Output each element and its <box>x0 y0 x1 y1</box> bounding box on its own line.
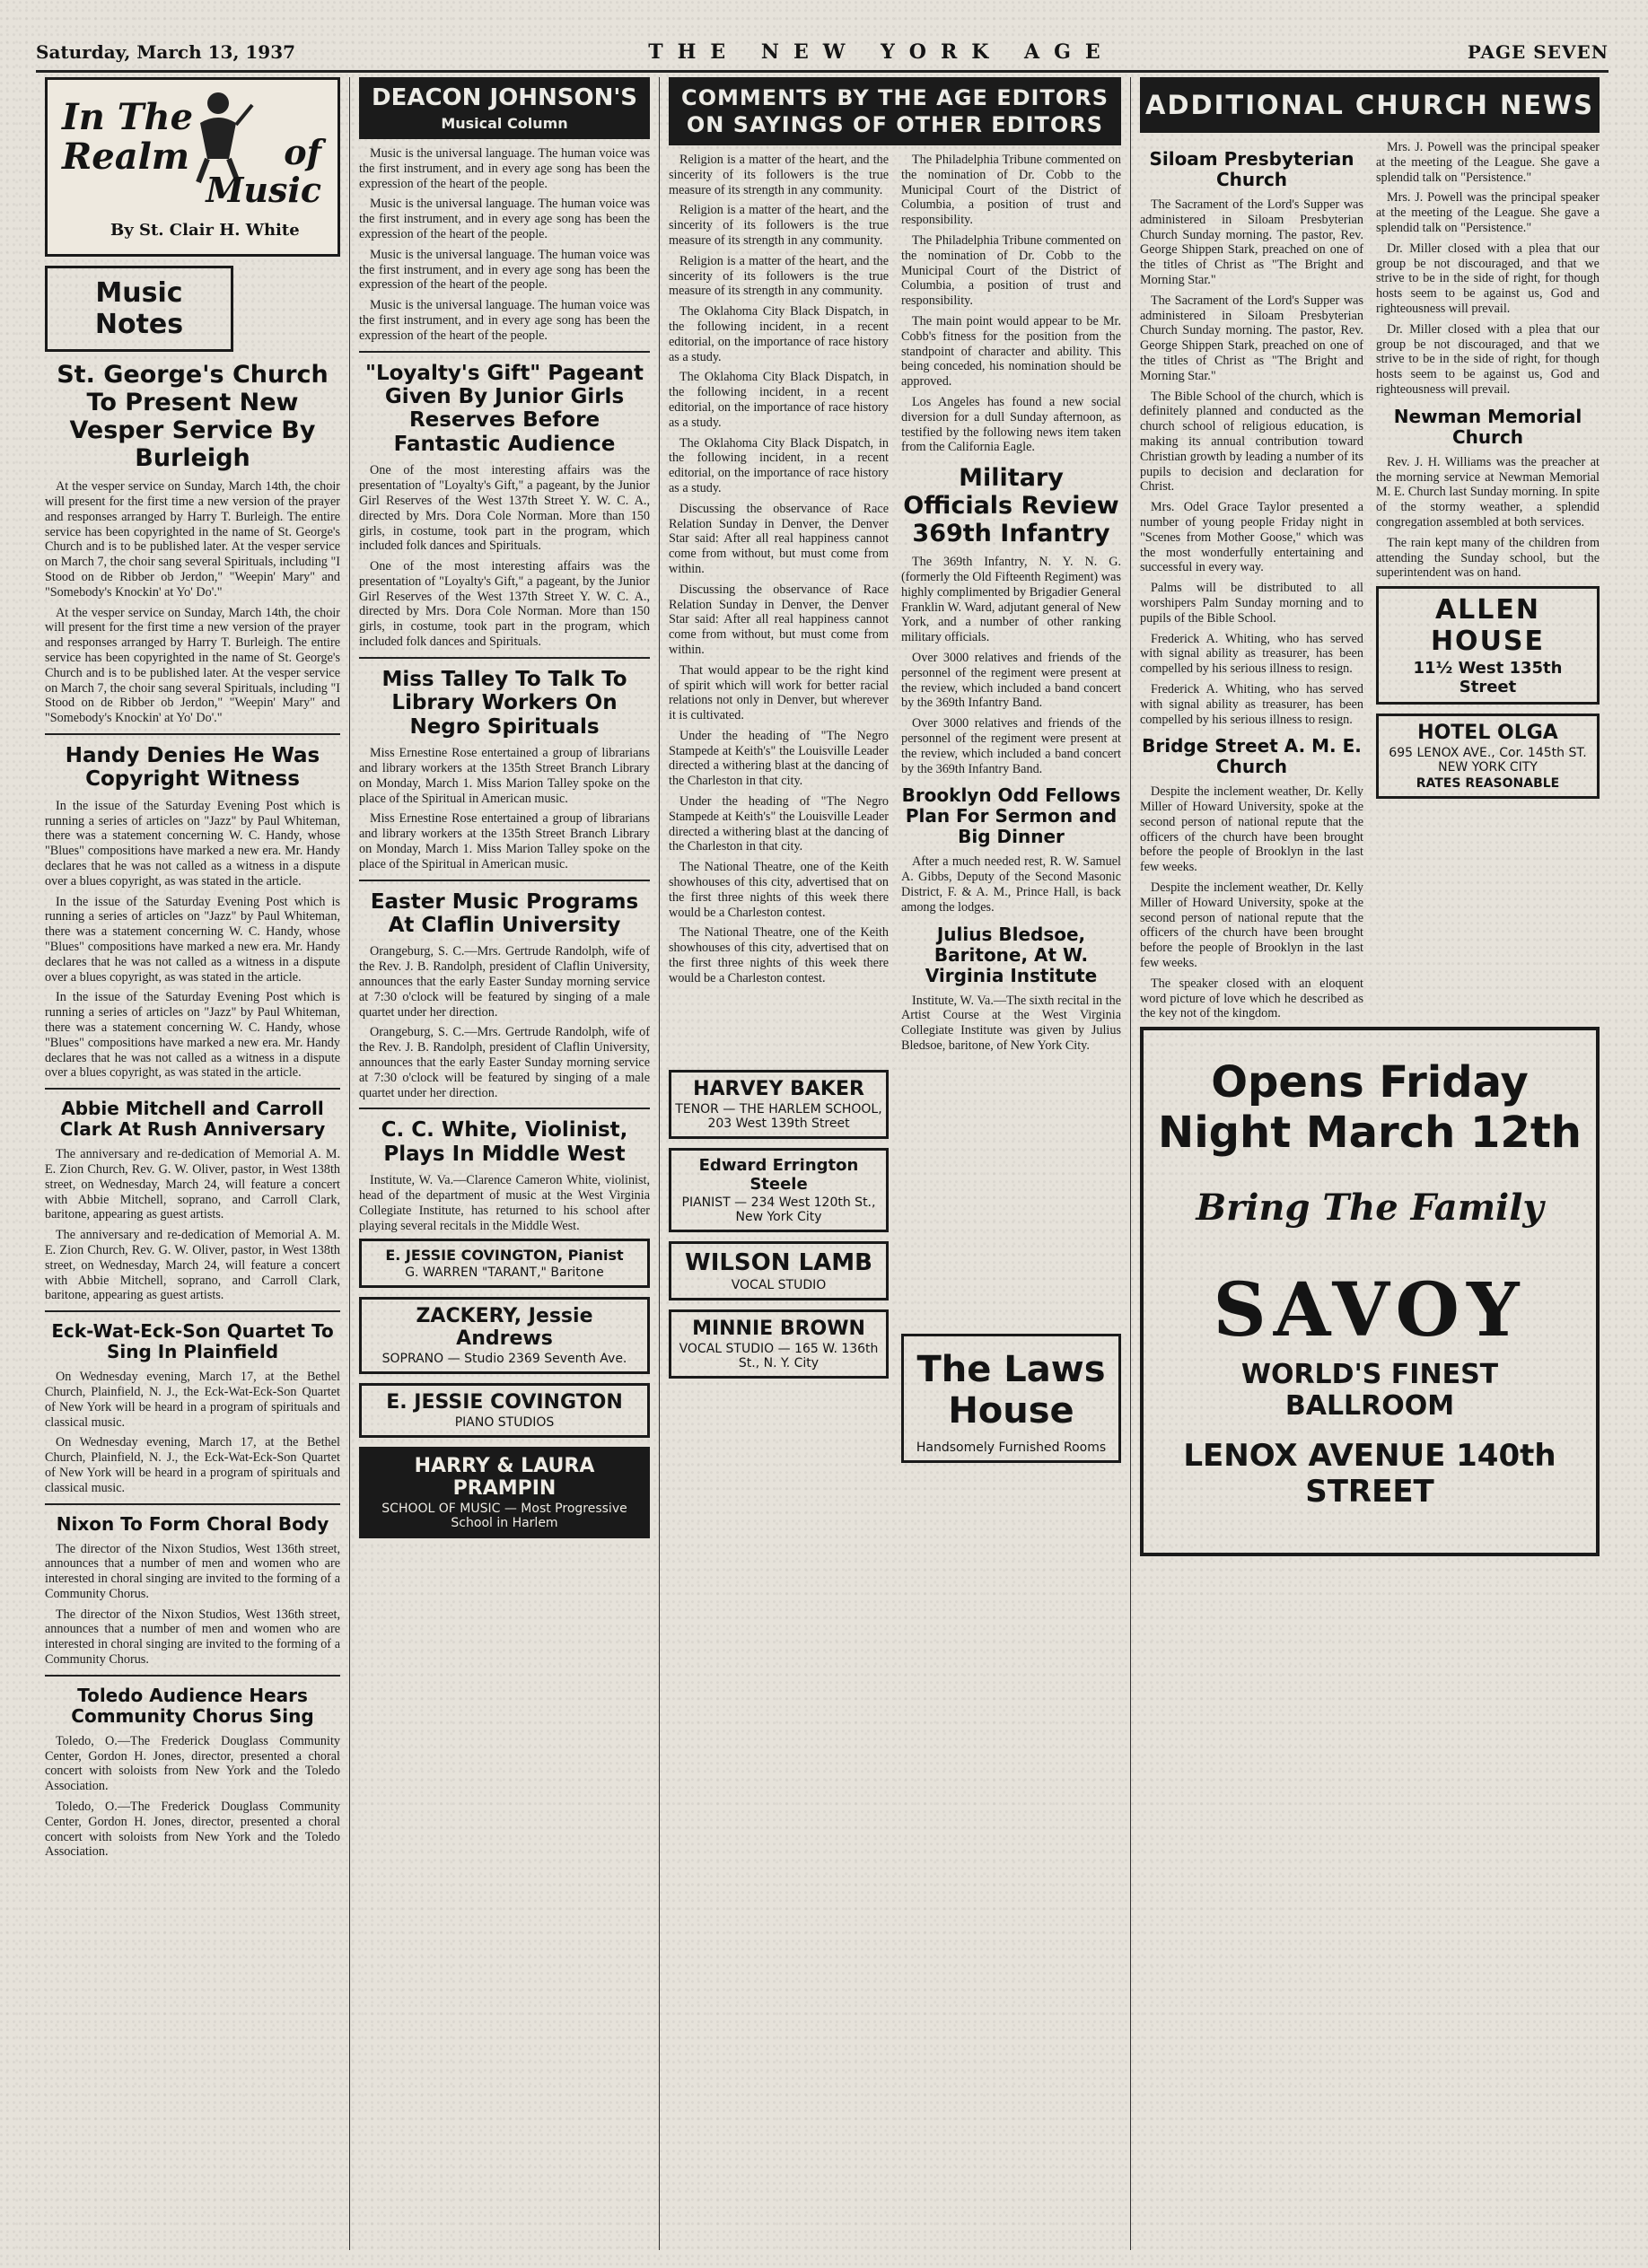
article-claflin-cont: Orangeburg, S. C.—Mrs. Gertrude Randolph, wife of the Rev. J. B. Randolph, president of Claflin University, announces that the early Easter Sunday morning service at 7:30 o'clock will be featured by singing of a male quartet under her direction. <box>359 1025 650 1100</box>
divider <box>45 1503 340 1505</box>
editorial-p2: The Oklahoma City Black Dispatch, in the following incident, in a recent editorial, on the importance of race history as a study. <box>669 304 889 364</box>
editorial-p2-cont: The Oklahoma City Black Dispatch, in the following incident, in a recent editorial, on the importance of race history as a study. <box>669 370 889 430</box>
article-newman: Rev. J. H. Williams was the preacher at the morning service at Newman Memorial M. E. Church last Sunday morning. In spite of the stormy weather, a splendid congregation assembled at both services. <box>1376 454 1600 530</box>
ad-covington-tarant <box>359 1239 650 1288</box>
divider <box>359 351 650 353</box>
banner-title: DEACON JOHNSON'S <box>371 84 638 111</box>
ad-name: ZACKERY, Jessie Andrews <box>416 1305 593 1351</box>
realm-line-3: of <box>284 132 321 172</box>
ad-line: PIANO STUDIOS <box>454 1415 555 1431</box>
editorial-r-p1-cont: The Philadelphia Tribune commented on the nomination of Dr. Cobb to the Municipal Court of the District of Columbia, a position of trust and responsibility. <box>901 232 1121 309</box>
article-siloam-p5: Frederick A. Whiting, who has served with signal ability as treasurer, has been compelled by his serious illness to resign. <box>1140 631 1363 677</box>
headline-abbie-mitchell: Abbie Mitchell and Carroll Clark At Rush Anniversary <box>59 1098 326 1141</box>
editorial-p4: That would appear to be the right kind of spirit which will work for better racial relations not only in Denver, but wherever it is cultivated. <box>669 662 889 723</box>
article-st-georges: At the vesper service on Sunday, March 14th, the choir will present for the first time a new version of the prayer and responses arranged by Harry T. Burleigh. The entire service has been copyrighted in the name of St. George's Church and is to be published later. At the vesper service on March 7, the choir sang several Spirituals, including "I Stood on de Ribber ob Jerdon," "Weepin' Mary" and "Somebody's Knockin' at Yo' Do'." <box>45 479 340 600</box>
ad-line: VOCAL STUDIO <box>731 1277 827 1292</box>
article-nixon: The director of the Nixon Studios, West 136th street, announces that a number of men and women who are interested in choral singing are invited to the forming of a Community Chorus. <box>45 1541 340 1601</box>
editorial-p1-cont: Religion is a matter of the heart, and the sincerity of its followers is the true measure of its strength in any community. <box>669 203 889 248</box>
church-right <box>1376 140 1600 1027</box>
ad-name: Edward Errington Steele <box>698 1155 859 1194</box>
headline-bledsoe: Julius Bledsoe, Baritone, At W. Virginia Institute <box>925 923 1098 986</box>
savoy-sub: WORLD'S FINEST BALLROOM <box>1240 1359 1499 1423</box>
ad-zackery <box>359 1297 650 1374</box>
article-bridge-street-cont: Despite the inclement weather, Dr. Kelly Miller of Howard University, spoke at the second person of national repute that the officers of the church have been brought before the people of Brooklyn in the last few weeks. <box>1140 880 1363 971</box>
article-siloam-p4: Palms will be distributed to all worshipers Palm Sunday morning and to pupils of the Bible School. <box>1140 581 1363 626</box>
ad-minnie-brown <box>669 1309 889 1379</box>
article-loyaltys-gift: One of the most interesting affairs was the presentation of "Loyalty's Gift," a pageant, by the Junior Girl Reserves of the West 137th Street Y. W. C. A., directed by Mrs. Dora Cole Norman. More than 150 girls, in costume, took part in the program, which included folk dances and Spirituals. <box>359 463 650 554</box>
ad-name: HARVEY BAKER <box>693 1077 864 1100</box>
article-bridge-street-p7: The speaker closed with an eloquent word picture of love which he described as the key not of the kingdom. <box>1140 976 1363 1021</box>
headline-bridge-street: Bridge Street A. M. E. Church <box>1142 735 1362 778</box>
divider <box>359 880 650 881</box>
editorial-r-p3: Los Angeles has found a new social diversion for a dull Sunday afternoon, as testified by the following news item taken from the California Eagle. <box>901 394 1121 455</box>
ad-name: ALLEN HOUSE <box>1430 594 1546 658</box>
headline-st-georges: St. George's Church To Present New Vesper Service By Burleigh <box>57 361 329 473</box>
ad-line: TENOR — THE HARLEM SCHOOL, 203 West 139th Street <box>675 1101 882 1131</box>
ad-line: Handsomely Furnished Rooms <box>916 1440 1107 1455</box>
music-notes-box: Music Notes <box>45 266 233 352</box>
headline-toledo: Toledo Audience Hears Community Chorus Sing <box>71 1684 314 1727</box>
article-league: Mrs. J. Powell was the principal speaker at the meeting of the League. She gave a splendid talk on "Persistence." <box>1376 140 1600 185</box>
editors-right <box>901 153 1121 1059</box>
article-siloam-p5-cont: Frederick A. Whiting, who has served with signal ability as treasurer, has been compelled by his serious illness to resign. <box>1140 681 1363 727</box>
column-intro: Music is the universal language. The human voice was the first instrument, and in every age song has been the expression of the heart of the people. <box>359 146 650 191</box>
ad-line: 11½ West 135th Street <box>1413 659 1563 697</box>
ad-line: 695 LENOX AVE., Cor. 145th ST. NEW YORK CITY <box>1389 746 1587 775</box>
article-abbie-mitchell: The anniversary and re-dedication of Memorial A. M. E. Zion Church, Rev. G. W. Oliver, pastor, in West 138th street, on Wednesday, March 24, will feature a concert with Abbie Mitchell, soprano, and Carroll Clark, baritone, appearing as guest artists. <box>45 1147 340 1222</box>
editorial-p3-cont: Discussing the observance of Race Relation Sunday in Denver, the Denver Star said: After all real happiness cannot come from without, but must come from within. <box>669 582 889 657</box>
editorial-p5-cont: Under the heading of "The Negro Stampede at Keith's" the Louisville Leader directed a withering blast at the dancing of the Charleston in that city. <box>669 794 889 854</box>
column-intro-cont-3: Music is the universal language. The human voice was the first instrument, and in every age song has been the expression of the heart of the people. <box>359 298 650 343</box>
editorial-p1: Religion is a matter of the heart, and the sincerity of its followers is the true measure of its strength in any community. <box>669 153 889 197</box>
editors-ads-row <box>669 1064 1121 1472</box>
church-inner-columns <box>1140 140 1600 1027</box>
ad-wilson-lamb <box>669 1241 889 1300</box>
divider <box>45 733 340 735</box>
realm-byline: By St. Clair H. White <box>110 221 300 240</box>
article-369th: The 369th Infantry, N. Y. N. G. (formerly the Old Fifteenth Regiment) was highly complimented by Brigadier General Franklin W. Ward, adjutant general of New York, and a number of other ranking military officials. <box>901 555 1121 645</box>
deacon-johnson-banner <box>359 77 650 139</box>
church-news-banner: ADDITIONAL CHURCH NEWS <box>1140 77 1600 133</box>
ad-name: E. JESSIE COVINGTON <box>386 1391 623 1414</box>
headline-369th: Military Officials Review 369th Infantry <box>903 464 1119 548</box>
article-st-georges-cont: At the vesper service on Sunday, March 14th, the choir will present for the first time a new version of the prayer and responses arranged by Harry T. Burleigh. The entire service has been copyrighted in the name of St. George's Church and is to be published later. At the vesper service on March 7, the choir sang several Spirituals, including "I Stood on de Ribber ob Jerdon," "Weepin' Mary" and "Somebody's Knockin' at Yo' Do'." <box>45 605 340 726</box>
article-handy-cont: In the issue of the Saturday Evening Post which is running a series of articles on "Jazz" by Paul Whiteman, there was a statement concerning W. C. Handy, whose "Blues" compositions have marked a new era. Mr. Handy declares that he was not called as a witness in a dispute over a blues copyright, as was stated in the article. <box>45 894 340 985</box>
realm-title-left <box>62 98 193 177</box>
headline-quartet: Eck-Wat-Eck-Son Quartet To Sing In Plainfield <box>51 1320 334 1363</box>
editors-line-1: COMMENTS BY THE AGE EDITORS <box>680 85 1109 110</box>
divider <box>45 1310 340 1312</box>
article-league-cont: Mrs. J. Powell was the principal speaker at the meeting of the League. She gave a splendid talk on "Persistence." <box>1376 190 1600 235</box>
headline-loyaltys-gift: "Loyalty's Gift" Pageant Given By Junior Girls Reserves Before Fantastic Audience <box>364 361 644 456</box>
masthead-title: THE NEW YORK AGE <box>648 40 1115 64</box>
ad-line: VOCAL STUDIO — 165 W. 136th St., N. Y. City <box>679 1341 879 1370</box>
columns <box>36 77 1609 2250</box>
article-quartet-cont: On Wednesday evening, March 17, at the Bethel Church, Plainfield, N. J., the Eck-Wat-Eck-Son Quartet of New York will be heard in a program of spirituals and classical music. <box>45 1435 340 1495</box>
column-intro-cont: Music is the universal language. The human voice was the first instrument, and in every age song has been the expression of the heart of the people. <box>359 197 650 241</box>
ads-left <box>669 1064 889 1472</box>
ad-name: MINNIE BROWN <box>692 1317 865 1340</box>
ad-laws-house <box>901 1334 1121 1463</box>
article-bridge-street: Despite the inclement weather, Dr. Kelly Miller of Howard University, spoke at the second person of national repute that the officers of the church have been brought before the people of Brooklyn in the last few weeks. <box>1140 784 1363 875</box>
ad-line-2: RATES REASONABLE <box>1416 776 1560 792</box>
article-miller: Dr. Miller closed with a plea that our group be not discouraged, and that we strive to be in the side of right, for though hosts seem to be against us, God and righteousness will prevail. <box>1376 241 1600 316</box>
ad-name: E. JESSIE COVINGTON, Pianist <box>385 1247 624 1265</box>
ads-right <box>901 1064 1121 1472</box>
ad-line: SCHOOL OF MUSIC — Most Progressive School in Harlem <box>381 1502 627 1531</box>
article-siloam: The Sacrament of the Lord's Supper was administered in Siloam Presbyterian Church Sunday morning. The pastor, Rev. George Shippen Stark, preached on one of the titles of Christ as "The Bright and Morning Star." <box>1140 197 1363 287</box>
headline-nixon: Nixon To Form Choral Body <box>56 1512 329 1535</box>
article-claflin: Orangeburg, S. C.—Mrs. Gertrude Randolph, wife of the Rev. J. B. Randolph, president of Claflin University, announces that the early Easter Sunday morning service at 7:30 o'clock will be featured by singing of a male quartet under her direction. <box>359 944 650 1020</box>
ad-name: HARRY & LAURA PRAMPIN <box>414 1455 595 1501</box>
page-number: PAGE SEVEN <box>1467 41 1609 63</box>
ad-hotel-olga <box>1376 714 1600 799</box>
headline-odd-fellows: Brooklyn Odd Fellows Plan For Sermon and Big Dinner <box>901 784 1121 848</box>
column-deacon-johnson <box>350 77 660 2250</box>
column-church-news <box>1131 77 1609 2250</box>
column-intro-cont-2: Music is the universal language. The human voice was the first instrument, and in every age song has been the expression of the heart of the people. <box>359 247 650 293</box>
article-369th-cont: Over 3000 relatives and friends of the personnel of the regiment were present at the review, which included a band concert by the 369th Infantry Band. <box>901 651 1121 711</box>
ad-covington <box>359 1383 650 1438</box>
ad-allen-house <box>1376 586 1600 705</box>
article-toledo: Toledo, O.—The Frederick Douglass Community Center, Gordon H. Jones, director, presented a choral concert with soloists from New York and the Toledo Association. <box>45 1733 340 1794</box>
ad-harvey-baker <box>669 1070 889 1139</box>
editorial-p3: Discussing the observance of Race Relation Sunday in Denver, the Denver Star said: After all real happiness cannot come from without, but must come from within. <box>669 501 889 576</box>
article-abbie-mitchell-cont: The anniversary and re-dedication of Memorial A. M. E. Zion Church, Rev. G. W. Oliver, pastor, in West 138th street, on Wednesday, March 24, will feature a concert with Abbie Mitchell, soprano, and Carroll Clark, baritone, appearing as guest artists. <box>45 1228 340 1303</box>
editors-banner <box>669 77 1121 145</box>
divider <box>45 1675 340 1677</box>
editors-left <box>669 153 889 1059</box>
realm-line-2: Realm <box>62 136 190 178</box>
savoy-bring: Bring The Family <box>1196 1187 1544 1230</box>
ad-name: HOTEL OLGA <box>1417 722 1558 745</box>
ad-line: PIANIST — 234 West 120th St., New York City <box>681 1195 876 1224</box>
column-music <box>36 77 350 2250</box>
article-quartet: On Wednesday evening, March 17, at the Bethel Church, Plainfield, N. J., the Eck-Wat-Eck-Son Quartet of New York will be heard in a program of spirituals and classical music. <box>45 1370 340 1430</box>
editorial-p5: Under the heading of "The Negro Stampede at Keith's" the Louisville Leader directed a withering blast at the dancing of the Charleston in that city. <box>669 728 889 789</box>
banner-subtitle: Musical Column <box>441 115 568 132</box>
editorial-r-p1: The Philadelphia Tribune commented on the nomination of Dr. Cobb to the Municipal Court of the District of Columbia, a position of trust and responsibility. <box>901 153 1121 228</box>
column-editors <box>660 77 1131 2250</box>
ad-line: G. WARREN "TARANT," Baritone <box>405 1265 604 1281</box>
article-siloam-p3: Mrs. Odel Grace Taylor presented a number of young people Friday night in "Scenes from Mother Goose," which was the most wonderfully entertaining and successful in every way. <box>1140 500 1363 575</box>
article-loyaltys-gift-cont: One of the most interesting affairs was the presentation of "Loyalty's Gift," a pageant, by the Junior Girl Reserves of the West 137th Street Y. W. C. A., directed by Mrs. Dora Cole Norman. More than 150 girls, in costume, took part in the program, which included folk dances and Spirituals. <box>359 559 650 650</box>
masthead-date: Saturday, March 13, 1937 <box>36 41 296 63</box>
article-talley-cont: Miss Ernestine Rose entertained a group of librarians and library workers at the 135th Street Branch Library on Monday, March 1. Miss Marion Talley spoke on the place of the Spiritual in American music. <box>359 811 650 871</box>
article-handy-cont-2: In the issue of the Saturday Evening Post which is running a series of articles on "Jazz" by Paul Whiteman, there was a statement concerning W. C. Handy, whose "Blues" compositions have marked a new era. Mr. Handy declares that he was not called as a witness in a dispute over a blues copyright, as was stated in the article. <box>45 990 340 1081</box>
editorial-r-p2: The main point would appear to be Mr. Cobb's fitness for the position from the standpoint of character and ability. This being conceded, his nomination should be approved. <box>901 313 1121 390</box>
article-miller-cont: Dr. Miller closed with a plea that our group be not discouraged, and that we strive to be in the side of right, for though hosts seem to be against us, God and righteousness will prevail. <box>1376 321 1600 397</box>
editorial-p1-cont-2: Religion is a matter of the heart, and the sincerity of its followers is the true measure of its strength in any community. <box>669 253 889 299</box>
realm-of-music-header <box>45 77 340 257</box>
editorial-p6-cont: The National Theatre, one of the Keith showhouses of this city, advertised that on the first three nights of this week there would be a Charleston contest. <box>669 925 889 985</box>
headline-newman: Newman Memorial Church <box>1393 405 1582 448</box>
realm-title-right <box>206 134 321 209</box>
divider <box>359 1108 650 1109</box>
savoy-location: LENOX AVENUE 140th STREET <box>1183 1438 1556 1511</box>
editors-line-2: ON SAYINGS OF OTHER EDITORS <box>686 112 1104 137</box>
article-siloam-cont: The Sacrament of the Lord's Supper was administered in Siloam Presbyterian Church Sunday morning. The pastor, Rev. George Shippen Stark, preached on one of the titles of Christ as "The Bright and Morning Star." <box>1140 293 1363 383</box>
editors-inner-columns <box>669 153 1121 1059</box>
ad-line: SOPRANO — Studio 2369 Seventh Ave. <box>381 1352 627 1367</box>
article-handy: In the issue of the Saturday Evening Post which is running a series of articles on "Jazz" by Paul Whiteman, there was a statement concerning W. C. Handy, whose "Blues" compositions have marked a new era. Mr. Handy declares that he was not called as a witness in a dispute over a blues copyright, as was stated in the article. <box>45 798 340 889</box>
headline-talley: Miss Talley To Talk To Library Workers On Negro Spirituals <box>381 667 627 739</box>
article-nixon-cont: The director of the Nixon Studios, West 136th street, announces that a number of men and women who are interested in choral singing are invited to the forming of a Community Chorus. <box>45 1607 340 1668</box>
savoy-name: SAVOY <box>1213 1267 1527 1354</box>
headline-cc-white: C. C. White, Violinist, Plays In Middle West <box>381 1118 628 1166</box>
divider <box>45 1088 340 1090</box>
article-talley: Miss Ernestine Rose entertained a group of librarians and library workers at the 135th Street Branch Library on Monday, March 1. Miss Marion Talley spoke on the place of the Spiritual in American music. <box>359 746 650 806</box>
article-toledo-cont: Toledo, O.—The Frederick Douglass Community Center, Gordon H. Jones, director, presented a choral concert with soloists from New York and the Toledo Association. <box>45 1800 340 1860</box>
savoy-opens: Opens Friday Night March 12th <box>1158 1057 1582 1159</box>
editorial-p2-cont-2: The Oklahoma City Black Dispatch, in the following incident, in a recent editorial, on the importance of race history as a study. <box>669 435 889 495</box>
ad-prampin <box>359 1447 650 1538</box>
ad-name: WILSON LAMB <box>685 1248 872 1276</box>
church-left <box>1140 140 1363 1027</box>
article-newman-cont: The rain kept many of the children from attending the Sunday school, but the superintendent was on hand. <box>1376 535 1600 581</box>
realm-line-1: In The <box>62 96 194 138</box>
article-odd-fellows: After a much needed rest, R. W. Samuel A. Gibbs, Deputy of the Second Masonic District, F. & A. M., Prince Hall, is back among the lodges. <box>901 854 1121 915</box>
headline-siloam: Siloam Presbyterian Church <box>1149 148 1354 190</box>
ad-steele <box>669 1148 889 1232</box>
headline-claflin: Easter Music Programs At Claflin University <box>370 889 639 937</box>
headline-handy: Handy Denies He Was Copyright Witness <box>65 743 320 792</box>
editorial-p6: The National Theatre, one of the Keith showhouses of this city, advertised that on the first three nights of this week there would be a Charleston contest. <box>669 860 889 920</box>
divider <box>359 657 650 659</box>
realm-line-4: Music <box>206 170 321 210</box>
article-bledsoe: Institute, W. Va.—The sixth recital in the Artist Course at the West Virginia Collegiate Institute was given by Julius Bledsoe, baritone, of New York City. <box>901 993 1121 1054</box>
ad-name: The Laws House <box>916 1348 1106 1432</box>
masthead <box>36 34 1609 73</box>
article-cc-white: Institute, W. Va.—Clarence Cameron White, violinist, head of the department of music at the West Virginia Collegiate Institute, has returned to his school after playing several recitals in the Middle West. <box>359 1173 650 1233</box>
ad-savoy <box>1140 1027 1600 1556</box>
article-369th-cont-2: Over 3000 relatives and friends of the personnel of the regiment were present at the review, which included a band concert by the 369th Infantry Band. <box>901 716 1121 776</box>
article-siloam-p2: The Bible School of the church, which is definitely planned and conducted as the church school of religious education, is making its annual contribution toward Christian growth by leading a number of its pupils to decision and declaration for Christ. <box>1140 389 1363 495</box>
